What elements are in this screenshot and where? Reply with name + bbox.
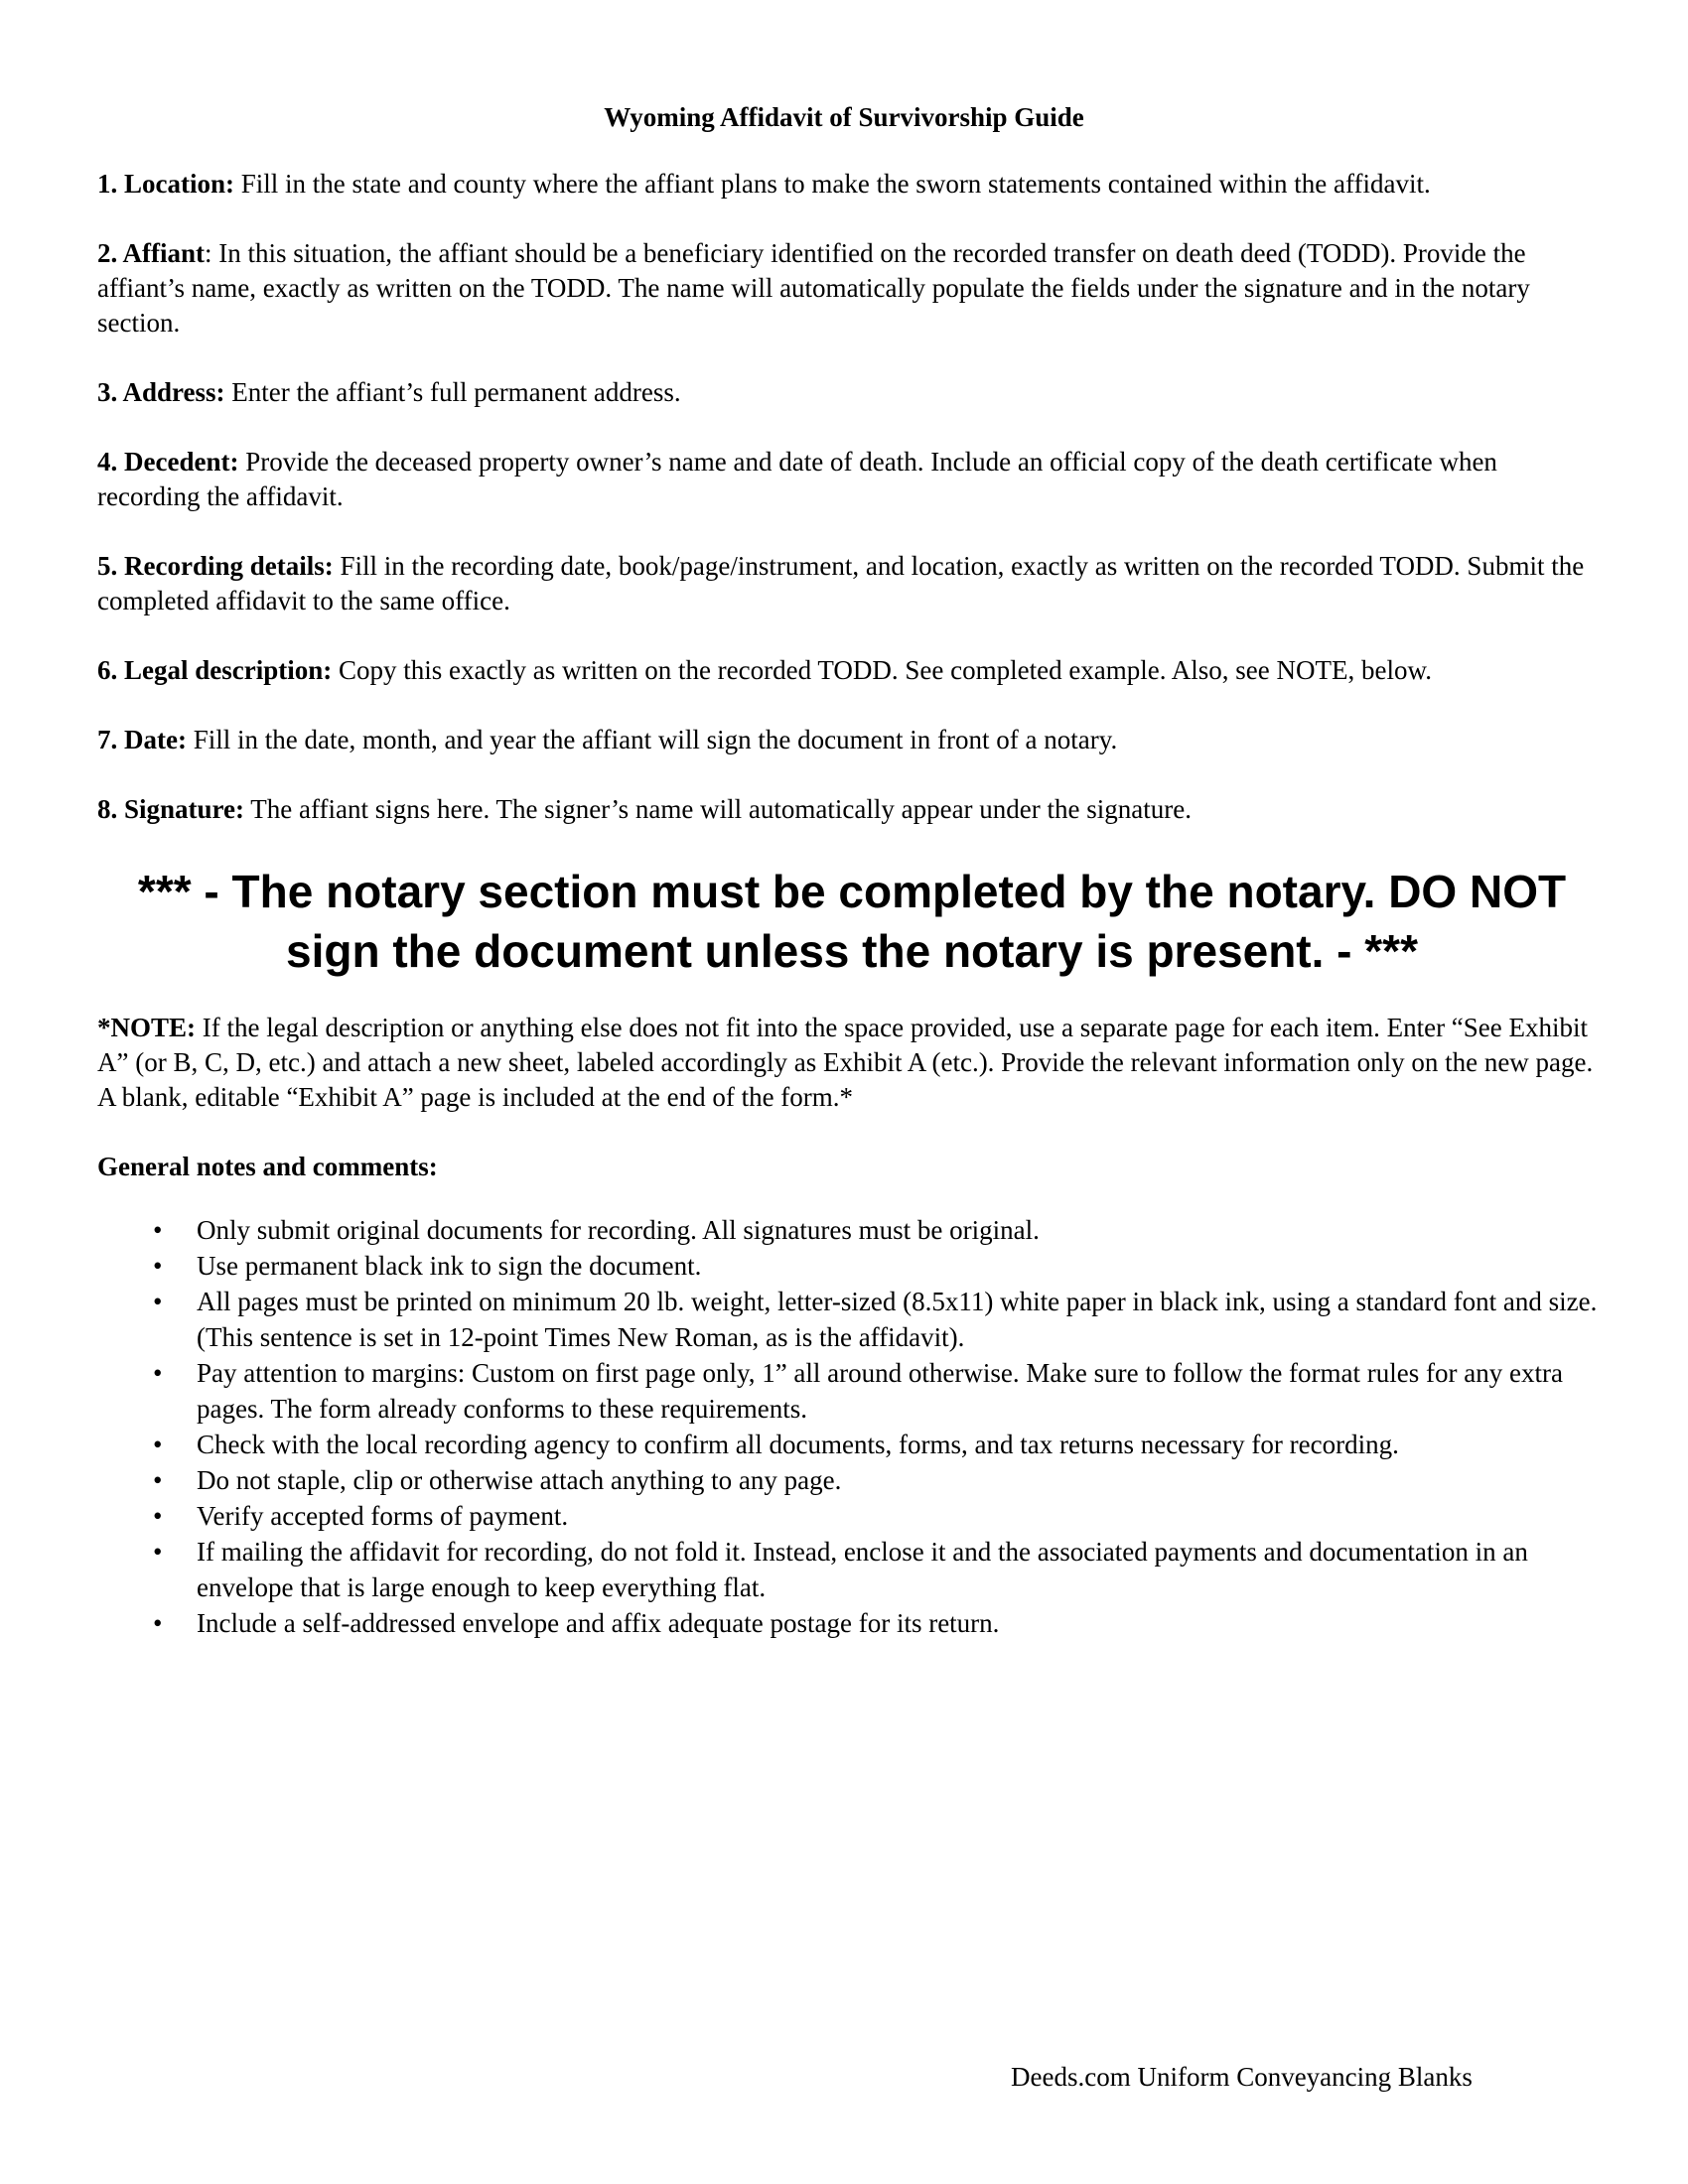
document-title: Wyoming Affidavit of Survivorship Guide [604, 102, 1084, 132]
step-address [97, 375, 1607, 410]
notary-warning-line-2: sign the document unless the notary is present. - *** [285, 925, 1418, 977]
list-item-text: Include a self-addressed envelope and affix adequate postage for its return. [197, 1608, 1000, 1638]
step-text: The affiant signs here. The signer’s name will automatically appear under the signature. [244, 794, 1192, 824]
step-label: 7. Date: [97, 725, 187, 754]
bullet-icon: • [153, 1215, 163, 1245]
step-label: 5. Recording details: [97, 551, 334, 581]
list-item [97, 1462, 1607, 1498]
bullet-icon: • [153, 1251, 163, 1281]
list-item-text: Use permanent black ink to sign the document. [197, 1251, 702, 1281]
step-label: 8. Signature: [97, 794, 245, 824]
list-item [97, 1212, 1607, 1248]
list-item [97, 1427, 1607, 1462]
notary-warning [97, 862, 1607, 981]
bullet-icon: • [153, 1430, 163, 1459]
bullet-icon: • [153, 1358, 163, 1388]
step-recording-details [97, 549, 1607, 618]
step-text: Fill in the recording date, book/page/instrument, and location, exactly as written on the recorded TODD. Submit the completed affidavit to the same office. [97, 551, 1585, 615]
step-affiant [97, 236, 1607, 341]
exhibit-note [97, 1011, 1607, 1115]
list-item-text: Check with the local recording agency to confirm all documents, forms, and tax returns necessary for recording. [197, 1430, 1399, 1459]
list-item [97, 1284, 1607, 1355]
note-text: If the legal description or anything else does not fit into the space provided, use a separate page for each item. Enter “See Exhibit A” (or B, C, D, etc.) and attach a new sheet, labeled accordingly as Exhibit A (etc.). Provide the relevant information only on the new page. A blank, editable “Exhibit A” page is included at the end of the form.* [97, 1013, 1594, 1112]
step-label: 6. Legal description: [97, 655, 333, 685]
list-item [97, 1605, 1607, 1641]
general-notes-heading: General notes and comments: [97, 1152, 438, 1181]
list-item [97, 1534, 1607, 1605]
step-text: Provide the deceased property owner’s name and date of death. Include an official copy of the death certificate when recording the affidavit. [97, 447, 1497, 511]
list-item-text: All pages must be printed on minimum 20 lb. weight, letter-sized (8.5x11) white paper in black ink, using a standard font and size. (This sentence is set in 12-point Times New Roman, as is the affidavit). [197, 1287, 1598, 1352]
bullet-icon: • [153, 1501, 163, 1531]
step-text: Fill in the state and county where the affiant plans to make the sworn statements contained within the affidavit. [234, 169, 1431, 199]
step-label: 1. Location: [97, 169, 234, 199]
list-item-text: Only submit original documents for recording. All signatures must be original. [197, 1215, 1040, 1245]
bullet-icon: • [153, 1608, 163, 1638]
step-label: 4. Decedent: [97, 447, 239, 477]
step-text: Copy this exactly as written on the recorded TODD. See completed example. Also, see NOTE, below. [332, 655, 1432, 685]
bullet-icon: • [153, 1287, 163, 1316]
step-text: : In this situation, the affiant should be a beneficiary identified on the recorded transfer on death deed (TODD). Provide the affiant’s name, exactly as written on the TODD. The name will automatically populate the fields under the signature and in the notary section. [97, 238, 1530, 338]
list-item-text: Verify accepted forms of payment. [197, 1501, 569, 1531]
list-item [97, 1248, 1607, 1284]
step-signature [97, 792, 1607, 827]
list-item [97, 1355, 1607, 1427]
page-footer: Deeds.com Uniform Conveyancing Blanks [1011, 2062, 1473, 2092]
step-legal-description [97, 653, 1607, 688]
step-decedent [97, 445, 1607, 514]
bullet-icon: • [153, 1537, 163, 1567]
step-text: Fill in the date, month, and year the affiant will sign the document in front of a notary. [186, 725, 1118, 754]
step-label: 3. Address: [97, 377, 225, 407]
list-item-text: Do not staple, clip or otherwise attach anything to any page. [197, 1465, 842, 1495]
list-item-text: Pay attention to margins: Custom on first page only, 1” all around otherwise. Make sure to follow the format rules for any extra pages. The form already conforms to these requirements. [197, 1358, 1563, 1424]
step-date [97, 723, 1607, 757]
list-item-text: If mailing the affidavit for recording, do not fold it. Instead, enclose it and the associated payments and documentation in an envelope that is large enough to keep everything flat. [197, 1537, 1528, 1602]
step-text: Enter the affiant’s full permanent address. [224, 377, 681, 407]
step-label: 2. Affiant [97, 238, 205, 268]
step-location [97, 167, 1607, 202]
bullet-icon: • [153, 1465, 163, 1495]
general-notes-list [97, 1212, 1607, 1641]
list-item [97, 1498, 1607, 1534]
note-label: *NOTE: [97, 1013, 197, 1042]
notary-warning-line-1: *** - The notary section must be completed by the notary. DO NOT [137, 866, 1567, 917]
document-body [97, 167, 1607, 1641]
